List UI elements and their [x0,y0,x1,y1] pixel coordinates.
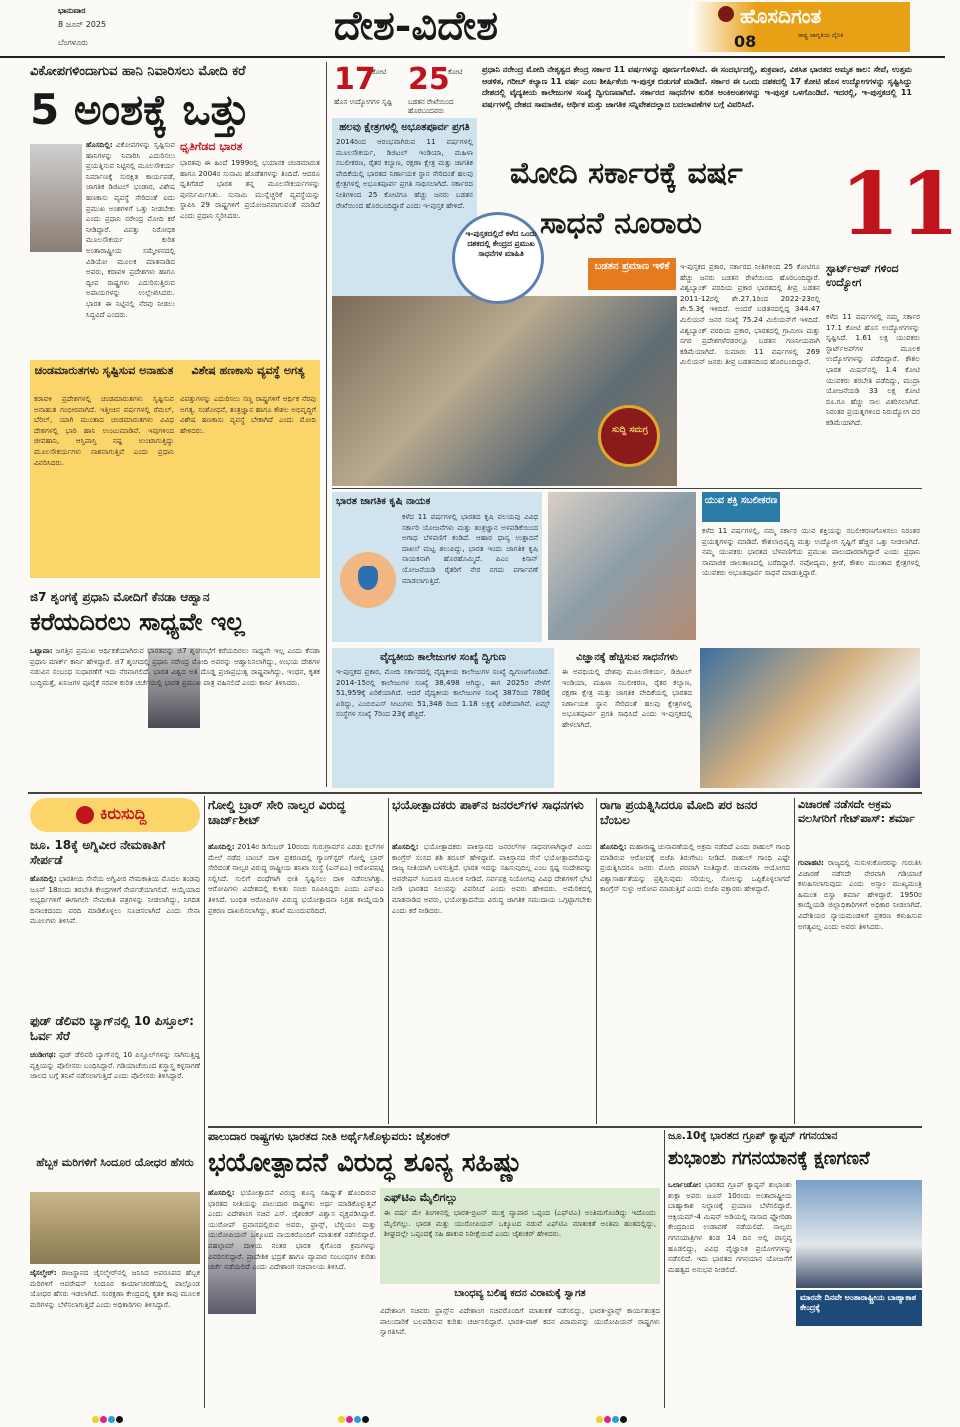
briefs-header [30,798,200,832]
fta-body: ಈ ವರ್ಷ ಮೇ ತಿಂಗಳಿನಲ್ಲಿ ಭಾರತ-ಬ್ರಿಟನ್ ಮುಕ್ತ ವ್ಯಾಪಾರ ಒಪ್ಪಂದ (ಎಫ್‌ಟಿಎ) ಅಂತಿಮಗೊಂಡಿದ್ದು ಇದೊಂದು ಮೈಲಿಗಲ್ಲು. ಭಾರತ ಮತ್ತು ಯುರೋಪಿಯನ್ ಒಕ್ಕೂಟದ ನಡುವೆ ಎಫ್‌ಟಿಎ ಮಾತುಕತೆ ಅಂತಿಮ ಹಂತದಲ್ಲಿದ್ದು, ಶೀಘ್ರದಲ್ಲೇ ಒಪ್ಪಂದಕ್ಕೆ ಸಹಿ ಹಾಕುವ ನಿರೀಕ್ಷೆಯಿದೆ ಎಂದು ಜೈಶಂಕರ್ ಹೇಳಿದರು. [384,1208,656,1239]
eleven-number: 11 [840,154,960,255]
masthead-city: ಬೆಂಗಳೂರು [58,38,88,47]
brief3-body [30,1268,200,1400]
poverty-title: ಬಡತನ ಪ್ರಮಾಣ ಇಳಿಕೆ [588,258,676,290]
stat-b-unit: ಕೋಟಿ [448,68,463,76]
cyclone-box [30,360,320,578]
assam-body [798,858,922,1122]
pak-title: ಭಯೋತ್ಪಾದಕರು ಪಾಕ್‌ನ ಜನರಲ್‌ಗಳ ಸಾಧನಗಳು [392,798,584,812]
officials-photo [700,648,920,788]
brief3-dateline: ಜೈಸಲ್ಮೇರ್: [30,1268,57,1277]
youth-body: ಕಳೆದ 11 ವರ್ಷಗಳಲ್ಲಿ, ನಮ್ಮ ಸರ್ಕಾರ ಯುವ ಶಕ್ತಿಯನ್ನು ಸಬಲೀಕರಣಗೊಳಿಸಲು ನಿರಂತರ ಪ್ರಯತ್ನಗಳನ್ನು ಮಾಡಿದೆ. ಕೌಶಲಾಭಿವೃದ್ಧಿ ಮತ್ತು ಉದ್ಯೋಗ ಸೃಷ್ಟಿಗೆ ಹೆಚ್ಚಿನ ಒತ್ತು ನೀಡಲಾಗಿದೆ. ನಮ್ಮ ಯುವಕರು ಭಾರತದ ಬೆಳವಣಿಗೆಯ ಪ್ರಮುಖ ಪಾಲುದಾರರಾಗಿದ್ದಾರೆ ಎಂದು ಪ್ರಧಾನಿ ಸಾಮಾಜಿಕ ಜಾಲತಾಣದಲ್ಲಿ ಬರೆದಿದ್ದಾರೆ. ನವೋದ್ಯಮ, ಕ್ರೀಡೆ, ಕೌಶಲ ಮುಂತಾದ ಕ್ಷೇತ್ರಗಳಲ್ಲಿ ಯುವಕರು ಅಭೂತಪೂರ್ವ ಸಾಧನೆ ಮಾಡುತ್ತಿದ್ದಾರೆ. [702,526,920,578]
lead-intro: ಪ್ರಧಾನಿ ನರೇಂದ್ರ ಮೋದಿ ನೇತೃತ್ವದ ಕೇಂದ್ರ ಸರ್ಕಾರ 11 ವರ್ಷಗಳನ್ನು ಪೂರ್ಣಗೊಳಿಸಿದೆ. ಈ ಸಂದರ್ಭದಲ್ಲಿ, ಶುಕ್ರವಾರ, ವಿಕಸಿತ ಭಾರತದ ಅಮೃತ ಕಾಲ: ಸೇವೆ, ಉತ್ತಮ ಆಡಳಿತ, ಗರೀಬ್ ಕಲ್ಯಾಣ 11 ವರ್ಷ ಎಂಬ ಶೀರ್ಷಿಕೆಯ ಇ-ಪುಸ್ತಕ ಬಿಡುಗಡೆ ಮಾಡಿದೆ. ಸರ್ಕಾರ ಈ ಒಂದು ದಶಕದಲ್ಲಿ 17 ಕೋಟಿ ಹೊಸ ಉದ್ಯೋಗಗಳನ್ನು ಸೃಷ್ಟಿಸಿದ್ದು ದೇಶದಲ್ಲಿ ವೈದ್ಯಕೀಯ ಕಾಲೇಜುಗಳ ಸಂಖ್ಯೆ ದ್ವಿಗುಣವಾಗಿದೆ. ಸರ್ಕಾರದ ಸಾಧನೆಗಳ ಕುರಿತ ಅಂಕಿಅಂಶಗಳನ್ನು ಇ-ಪುಸ್ತಕ ಒಳಗೊಂಡಿದೆ. ಇದರಲ್ಲಿ, ಇ-ಪುಸ್ತಕದಲ್ಲಿ 11 ವರ್ಷಗಳಲ್ಲಿ ದೇಶದ ಸಾಮಾಜಿಕ, ಆರ್ಥಿಕ ಮತ್ತು ಜಾಗತಿಕ ಸನ್ನಿವೇಶದಲ್ಲಾದ ಬದಲಾವಣೆಗಳ ಬಗ್ಗೆ ವಿವರಿಸಿದೆ. [482,65,912,109]
startup-body: ಕಳೆದ 11 ವರ್ಷಗಳಲ್ಲಿ ನಮ್ಮ ಸರ್ಕಾರ 17.1 ಕೋಟಿ ಹೊಸ ಉದ್ಯೋಗಗಳನ್ನು ಸೃಷ್ಟಿಸಿದೆ. 1.61 ಲಕ್ಷ ಯುವಕರು ಸ್ಟಾರ್ಟ್‌ಅಪ್‌ಗಳ ಮೂಲಕ ಉದ್ಯೋಗಗಳನ್ನು ಪಡೆದಿದ್ದಾರೆ. ಕೌಶಲ ಭಾರತ ಮಿಷನ್‌ನಲ್ಲಿ 1.4 ಕೋಟಿ ಯುವಕರು ತರಬೇತಿ ಪಡೆದಿದ್ದು, ಮುದ್ರಾ ಯೋಜನೆಯಡಿ 33 ಲಕ್ಷ ಕೋಟಿ ರೂ.ಗೂ ಹೆಚ್ಚು ಸಾಲ ವಿತರಿಸಲಾಗಿದೆ. ನಿರಂತರ ಪ್ರಯತ್ನಗಳಿಂದ ನಿರುದ್ಯೋಗ ದರ ಕಡಿಮೆಯಾಗಿದೆ. [826,312,920,427]
sidebar-title: ಧೃತಿಗೆಡದ ಭಾರತ [180,140,243,153]
fta-title: ಎಫ್‌ಟಿಎ ಮೈಲಿಗಲ್ಲು [384,1191,458,1204]
medical-box [332,648,554,788]
stat-a-label: ಹೊಸ ಉದ್ಯೋಗಗಳ ಸೃಷ್ಟಿ [334,98,393,106]
masthead [0,0,945,58]
story1-headline: 5 ಅಂಶಕ್ಕೆ ಒತ್ತು [30,85,250,134]
hands-map-icon [340,552,396,608]
youth-title: ಯುವ ಶಕ್ತಿ ಸಬಲೀಕರಣ [702,492,780,522]
shukla-headline: ಶುಭಾಂಶು ಗಗನಯಾನಕ್ಕೆ ಕ್ಷಣಗಣನೆ [668,1148,870,1169]
jaishankar-dateline: ಹೊಸದಿಲ್ಲಿ: [208,1188,235,1197]
jaishankar-body [208,1188,376,1410]
brief1-title: ಜೂ. 18ಕ್ಕೆ ಅಗ್ನಿವೀರ ನೇಮಕಾತಿಗೆ ಸೇರ್ಪಡೆ [30,838,166,867]
workers-photo [548,492,696,640]
shukla-photo [796,1180,922,1288]
rahul-dateline: ಹೊಸದಿಲ್ಲಿ: [600,842,627,851]
poverty-body: ಇ-ಪುಸ್ತಕದ ಪ್ರಕಾರ, ಸರ್ಕಾರದ ನೀತಿಗಳಿಂದ 25 ಕೋಟಿಗೂ ಹೆಚ್ಚು ಜನರು ಬಡತನ ರೇಖೆಯಿಂದ ಹೊರಬಂದಿದ್ದಾರೆ. ವಿಶ್ವಬ್ಯಾಂಕ್ ವರದಿಯ ಪ್ರಕಾರ ಭಾರತದಲ್ಲಿ ತೀವ್ರ ಬಡತನ 2011-12ರಲ್ಲಿ ಶೇ.27.1ರಿಂದ 2022-23ರಲ್ಲಿ ಶೇ.5.3ಕ್ಕೆ ಇಳಿದಿದೆ. ಅಂದರೆ ಬಡತನದಲ್ಲಿದ್ದ 344.47 ಮಿಲಿಯನ್ ಜನರ ಸಂಖ್ಯೆ 75.24 ಮಿಲಿಯನ್‌ಗೆ ಇಳಿದಿದೆ. ವಿಶ್ವಬ್ಯಾಂಕ್ ವರದಿಯ ಪ್ರಕಾರ, ಭಾರತದಲ್ಲಿ ಗ್ರಾಮೀಣ ಮತ್ತು ನಗರ ಪ್ರದೇಶಗಳೆರಡರಲ್ಲೂ ಬಡತನ ಗಣನೀಯವಾಗಿ ಕಡಿಮೆಯಾಗಿದೆ. ಸುಮಾರು 11 ವರ್ಷಗಳಲ್ಲಿ 269 ಮಿಲಿಯನ್ ಜನರು ತೀವ್ರ ಬಡತನದಿಂದ ಹೊರಬಂದಿದ್ದಾರೆ. [680,262,820,367]
registration-dots-right [596,1408,656,1417]
shukla-caption: ಮಾರನೇ ದಿನವೇ ಅಂತಾರಾಷ್ಟ್ರೀಯ ಬಾಹ್ಯಾಕಾಶ ಕೇಂದ್ರಕ್ಕೆ [796,1290,922,1326]
goldy-text: 2014ರ ಡಿಸೆಂಬರ್ 10ರಂದು ಗುರುಗ್ರಾಮ್‌ನ ಎರಡು ಕ್ಲಬ್‌ಗಳ ಮೇಲೆ ನಡೆದ ಬಾಂಬ್ ದಾಳಿ ಪ್ರಕರಣದಲ್ಲಿ ಗ್ಯಾಂಗ್‌ಸ್ಟರ್ ಗೋಲ್ಡಿ ಬ್ರಾರ್ ಸೇರಿದಂತೆ ನಾಲ್ವರ ವಿರುದ್ಧ ರಾಷ್ಟ್ರೀಯ ತನಿಖಾ ಸಂಸ್ಥೆ (ಎನ್‌ಐಎ) ಆರೋಪಪಟ್ಟಿ ಸಲ್ಲಿಸಿದೆ. ಸುಲಿಗೆ ದಂಧೆಗಾಗಿ ಭೀತಿ ಸೃಷ್ಟಿಸಲು ದಾಳಿ ನಡೆಸಲಾಗಿತ್ತು. ಆರೋಪಿಗಳು ವಿದೇಶದಲ್ಲಿ ಕುಳಿತು ಸಂಚು ರೂಪಿಸಿದ್ದರು ಎಂದು ಎನ್‌ಐಎ ತಿಳಿಸಿದೆ. ಬಂಧಿತ ಆರೋಪಿಗಳ ವಿರುದ್ಧ ಭಯೋತ್ಪಾದನಾ ನಿಗ್ರಹ ಕಾಯ್ದೆಯಡಿ ಪ್ರಕರಣ ದಾಖಲಿಸಲಾಗಿದ್ದು, ತನಿಖೆ ಮುಂದುವರಿದಿದೆ. [208,842,384,915]
cyclone-body: ಕರಾವಳಿ ಪ್ರದೇಶಗಳಲ್ಲಿ ಚಂಡಮಾರುತಗಳು ಸೃಷ್ಟಿಸುವ ಅನಾಹುತ ಗಂಭೀರವಾಗಿದೆ. ಇತ್ತೀಚಿನ ವರ್ಷಗಳಲ್ಲಿ ರೆಮಲ್, ಬೆರಿಲ್, ಯಾಗಿ ಮುಂತಾದ ಚಂಡಮಾರುತಗಳು ವಿವಿಧ ದೇಶಗಳಲ್ಲಿ ಭಾರಿ ಹಾನಿ ಉಂಟುಮಾಡಿವೆ. ಇವುಗಳಿಂದ ಜೀವಹಾನಿ, ಆಸ್ತಿಪಾಸ್ತಿ ನಷ್ಟ ಉಂಟಾಗುತ್ತಿದ್ದು ಮೂಲಸೌಕರ್ಯಗಳು ನಾಶವಾಗುತ್ತಿವೆ ಎಂದು ಪ್ರಧಾನಿ ವಿವರಿಸಿದರು. [34,394,174,467]
goldy-body [208,842,384,1122]
stat-b-number: 25 [408,62,450,97]
bond-body: ವಿದೇಶಾಂಗ ಸಚಿವರು ಫ್ರಾನ್ಸ್‌ನ ವಿದೇಶಾಂಗ ಸಚಿವರೊಂದಿಗೆ ಮಾತುಕತೆ ನಡೆಸಲಿದ್ದು, ಭಾರತ-ಫ್ರಾನ್ಸ್ ಕಾರ್ಯತಂತ್ರದ ಪಾಲುದಾರಿಕೆ ಬಲಪಡಿಸುವ ಕುರಿತು ಚರ್ಚಿಸಲಿದ್ದಾರೆ. ಭಾರತ-ಪಾಕ್ ಕದನ ವಿರಾಮವನ್ನು ಯುರೋಪಿಯನ್ ರಾಷ್ಟ್ರಗಳು ಸ್ವಾಗತಿಸಿವೆ. [380,1306,660,1337]
lead-headline-line1: ಮೋದಿ ಸರ್ಕಾರಕ್ಕೆ ವರ್ಷ [510,156,743,191]
finance-title: ವಿಶೇಷ ಹಣಕಾಸು ವ್ಯವಸ್ಥೆ ಅಗತ್ಯ [191,364,305,377]
science-body: ಈ ಅವಧಿಯಲ್ಲಿ ದೇಶವು ಮೂಲಸೌಕರ್ಯ, ಡಿಜಿಟಲ್ ಇಂಡಿಯಾ, ಮಹಿಳಾ ಸಬಲೀಕರಣ, ರೈತರ ಕಲ್ಯಾಣ, ರಕ್ಷಣಾ ಕ್ಷೇತ್ರ ಮತ್ತು ಜಾಗತಿಕ ವೇದಿಕೆಯಲ್ಲಿ ಭಾರತದ ನಿರ್ಣಾಯಕ ಸ್ಥಾನ ಸೇರಿದಂತೆ ಹಲವು ಕ್ಷೇತ್ರಗಳಲ್ಲಿ ಅಭೂತಪೂರ್ವ ಪ್ರಗತಿ ಸಾಧಿಸಿದೆ ಎಂದು ಇ-ಪುಸ್ತಕದಲ್ಲಿ ಹೇಳಲಾಗಿದೆ. [562,667,692,729]
progress-body: 2014ರಿಂದ ಆರಂಭವಾಗಿರುವ 11 ವರ್ಷಗಳಲ್ಲಿ ಮೂಲಸೌಕರ್ಯ, ಡಿಜಿಟಲ್ ಇಂಡಿಯಾ, ಮಹಿಳಾ ಸಬಲೀಕರಣ, ರೈತರ ಕಲ್ಯಾಣ, ರಕ್ಷಣಾ ಕ್ಷೇತ್ರ ಮತ್ತು ಜಾಗತಿಕ ವೇದಿಕೆಯಲ್ಲಿ ಭಾರತದ ನಿರ್ಣಾಯಕ ಸ್ಥಾನ ಸೇರಿದಂತೆ ಹಲವು ಕ್ಷೇತ್ರಗಳಲ್ಲಿ ಅಭೂತಪೂರ್ವ ಪ್ರಗತಿ ಸಾಧಿಸಲಾಗಿದೆ. ಸರ್ಕಾರದ ನೀತಿಗಳಿಂದ 25 ಕೋಟಿಗೂ ಹೆಚ್ಚು ಜನರು ಬಡತನ ರೇಖೆಯಿಂದ ಹೊರಬಂದಿದ್ದಾರೆ ಎಂದು ಇ-ಪುಸ್ತಕ ಹೇಳಿದೆ. [336,137,473,210]
stat-a-unit: ಕೋಟಿ [372,68,387,76]
shukla-dateline: ಒರ್ಲಾಂಡೋ: [668,1180,702,1189]
masthead-date: 8 ಜೂನ್ 2025 [58,20,107,29]
shukla-text: ಭಾರತದ ಗ್ರೂಪ್ ಕ್ಯಾಪ್ಟನ್ ಶುಭಾಂಶು ಶುಕ್ಲಾ ಅವರು ಜೂನ್ 10ರಂದು ಅಂತಾರಾಷ್ಟ್ರೀಯ ಬಾಹ್ಯಾಕಾಶ ನಿಲ್ದಾಣಕ್ಕೆ ಪ್ರಯಾಣ ಬೆಳೆಸಲಿದ್ದಾರೆ. ಆಕ್ಸಿಯಮ್-4 ಮಿಷನ್ ಅಡಿಯಲ್ಲಿ ನಾಸಾದ ಫ್ಲೋರಿಡಾ ಕೇಂದ್ರದಿಂದ ಉಡಾವಣೆ ನಡೆಯಲಿದೆ. ನಾಲ್ವರು ಗಗನಯಾತ್ರಿಗಳ ತಂಡ 14 ದಿನ ಅಲ್ಲಿ ವಾಸ್ತವ್ಯ ಹೂಡಲಿದ್ದು, ವಿವಿಧ ವೈಜ್ಞಾನಿಕ ಪ್ರಯೋಗಗಳನ್ನು ನಡೆಸಲಿದೆ. ಇದು ಭಾರತದ ಗಗನಯಾನ ಯೋಜನೆಗೆ ಮಹತ್ವದ ಅನುಭವ ನೀಡಲಿದೆ. [668,1180,792,1274]
brief1-dateline: ಹೊಸದಿಲ್ಲಿ: [30,874,57,883]
assam-dateline: ಗುವಾಹಟಿ: [798,858,824,867]
masthead-day: ಭಾನುವಾರ [58,6,86,15]
brief2-text: ಫುಡ್ ಡೆಲಿವರಿ ಬ್ಯಾಗ್‌ನಲ್ಲಿ 10 ಪಿಸ್ತೂಲ್‌ಗಳನ್ನು ಸಾಗಿಸುತ್ತಿದ್ದ ವ್ಯಕ್ತಿಯನ್ನು ಪೊಲೀಸರು ಬಂಧಿಸಿದ್ದಾರೆ. ಗಡಿಯಾಚೆಯಿಂದ ಶಸ್ತ್ರಾಸ್ತ್ರ ಕಳ್ಳಸಾಗಣೆ ಜಾಲದ ಬಗ್ಗೆ ತನಿಖೆ ನಡೆಸಲಾಗುತ್ತಿದೆ ಎಂದು ಪೊಲೀಸರು ತಿಳಿಸಿದ್ದಾರೆ. [30,1050,200,1081]
registration-dots-center [338,1408,398,1417]
section-title: ದೇಶ-ವಿದೇಶ [333,2,499,49]
summary-stamp-text: ಸುದ್ದಿ ಸಮಗ್ರ [612,425,648,435]
brief2-dateline: ಚಂಡೀಗಢ: [30,1050,57,1059]
science-box [558,648,696,788]
story1-sidebar [180,140,320,355]
story1-dateline: ಹೊಸದಿಲ್ಲಿ: [86,140,113,149]
ebook-badge [452,212,544,304]
summary-stamp [598,405,660,467]
sidebar-body: ಭಾರತವು ಈ ಹಿಂದೆ 1999ರಲ್ಲಿ ಭಯಾನಕ ಚಂಡಮಾರುತ ಹಾಗೂ 2004ರ ಸುನಾಮಿ ಹೊಡೆತಗಳನ್ನು ತಿಂದಿದೆ. ಆದರೂ ಧೃತಿಗೆಡದೆ ಭಾರತ ತನ್ನ ಮೂಲಸೌಕರ್ಯಗಳನ್ನು ಪುನರ್ನಿರ್ಮಿಸಿತು. ಸುನಾಮಿ ಮುನ್ನೆಚ್ಚರಿಕೆ ವ್ಯವಸ್ಥೆಯನ್ನು ಸ್ಥಾಪಿಸಿ 29 ರಾಷ್ಟ್ರಗಳಿಗೆ ಪ್ರಯೋಜನವಾಗುವಂತೆ ಮಾಡಿದೆ ಎಂದು ಪ್ರಧಾನಿ ಸ್ಮರಿಸಿದರು. [180,158,320,220]
brief1-body [30,874,200,1010]
brief3-title: ಹೆಬ್ಬಕ ಮರಿಗಳಿಗೆ ಸಿಂದೂರ ಯೋಧರ ಹೆಸರು [36,1156,194,1169]
story2-headline: ಕರೆಯದಿರಲು ಸಾಧ್ಯವೇ ಇಲ್ಲ [30,608,245,636]
story2-body [30,646,320,786]
story2-kicker: ಜಿ7 ಶೃಂಗಕ್ಕೆ ಪ್ರಧಾನಿ ಮೋದಿಗೆ ಕೆನಡಾ ಆಹ್ವಾನ [30,590,210,604]
pak-body [392,842,592,1122]
brief2-title: ಫುಡ್ ಡೆಲಿವರಿ ಬ್ಯಾಗ್‌ನಲ್ಲಿ 10 ಪಿಸ್ತೂಲ್: ಓರ್ವ ಸೆರೆ [30,1014,194,1043]
paper-tagline: ರಾಷ್ಟ್ರ ಜಾಗೃತಿಯ ದೈನಿಕ [798,32,844,39]
rahul-text: ಮಹಾರಾಷ್ಟ್ರ ಚುನಾವಣೆಯಲ್ಲಿ ಅಕ್ರಮ ನಡೆದಿದೆ ಎಂದು ರಾಹುಲ್ ಗಾಂಧಿ ಮಾಡಿರುವ ಆರೋಪಕ್ಕೆ ಬಿಜೆಪಿ ತಿರುಗೇಟು ನೀಡಿದೆ. ರಾಹುಲ್ ಗಾಂಧಿ ಎಷ್ಟೇ ಪ್ರಯತ್ನಿಸಿದರೂ ಜನರು ಮೋದಿ ಪರವಾಗಿ ನಿಂತಿದ್ದಾರೆ. ಚುನಾವಣಾ ಆಯೋಗದ ವಿಶ್ವಾಸಾರ್ಹತೆಯನ್ನು ಪ್ರಶ್ನಿಸುವುದು ಸರಿಯಲ್ಲ. ಸೋಲನ್ನು ಒಪ್ಪಿಕೊಳ್ಳಲಾಗದೆ ಕಾಂಗ್ರೆಸ್ ಸುಳ್ಳು ಆರೋಪ ಮಾಡುತ್ತಿದೆ ಎಂದು ಬಿಜೆಪಿ ವಕ್ತಾರರು ಹೇಳಿದ್ದಾರೆ. [600,842,790,894]
registration-dots-left [92,1408,152,1417]
agri-box [332,492,542,642]
rahul-title: ರಾಗಾ ಪ್ರಯತ್ನಿಸಿದರೂ ಮೋದಿ ಪರ ಜನರ ಬೆಂಬಲ [600,798,758,827]
goldy-dateline: ಹೊಸದಿಲ್ಲಿ: [208,842,235,851]
stat-b-label: ಬಡತನ ರೇಖೆಯಿಂದ ಹೊರಬಂದವರು [408,98,454,115]
pak-text: ಭಯೋತ್ಪಾದಕರು ಪಾಕಿಸ್ತಾನದ ಜನರಲ್‌ಗಳ ಸಾಧನಗಳಾಗಿದ್ದಾರೆ ಎಂದು ಕಾಂಗ್ರೆಸ್ ಸಂಸದ ಶಶಿ ತರೂರ್ ಹೇಳಿದ್ದಾರೆ. ಪಾಕಿಸ್ತಾನದ ಸೇನೆ ಭಯೋತ್ಪಾದನೆಯನ್ನು ರಾಜ್ಯ ನೀತಿಯಾಗಿ ಬಳಸುತ್ತಿದೆ. ಭಾರತ ಇದನ್ನು ಸಹಿಸುವುದಿಲ್ಲ ಎಂಬ ಸ್ಪಷ್ಟ ಸಂದೇಶವನ್ನು ಆಪರೇಷನ್ ಸಿಂದೂರ ಮೂಲಕ ನೀಡಿದೆ. ಸರ್ವಪಕ್ಷ ನಿಯೋಗವು ವಿವಿಧ ದೇಶಗಳಿಗೆ ಭೇಟಿ ನೀಡಿ ಭಾರತದ ನಿಲುವನ್ನು ವಿವರಿಸಿದೆ ಎಂದು ಅವರು ಹೇಳಿದರು. ಅಮೆರಿಕದಲ್ಲಿ ಮಾತನಾಡಿದ ಅವರು, ಭಯೋತ್ಪಾದನೆಯ ವಿರುದ್ಧ ಜಾಗತಿಕ ಸಮುದಾಯ ಒಗ್ಗಟ್ಟಾಗಬೇಕು ಎಂದು ಕರೆ ನೀಡಿದರು. [392,842,592,915]
lead-headline-line2: ಸಾಧನೆ ನೂರಾರು [540,206,702,241]
hand-icon [76,806,94,824]
shukla-body [668,1180,792,1408]
story1-body [30,140,175,358]
agri-title: ಭಾರತ ಜಾಗತಿಕ ಕೃಷಿ ನಾಯಕ [336,496,431,507]
lamp-icon [718,6,734,22]
bustard-photo [30,1192,200,1264]
bond-title: ಬಾಂಧವ್ಯ ಬಲಿಷ್ಠ ಕದನ ವಿರಾಮಕ್ಕೆ ಸ್ವಾಗತ [454,1288,586,1299]
story2-text: ಜಗತ್ತಿನ ಪ್ರಮುಖ ಆರ್ಥಿಕತೆಯಾಗಿರುವ ಭಾರತವನ್ನು ಜಿ7 ಶೃಂಗಸಭೆಗೆ ಕರೆಯದಿರಲು ಸಾಧ್ಯವೇ ಇಲ್ಲ ಎಂದು ಕೆನಡಾ ಪ್ರಧಾನಿ ಮಾರ್ಕ್ ಕಾರ್ನಿ ಹೇಳಿದ್ದಾರೆ. ಜಿ7 ಶೃಂಗದಲ್ಲಿ ಪ್ರಧಾನಿ ನರೇಂದ್ರ ಮೋದಿ ಅವರನ್ನು ಆಹ್ವಾನಿಸಲಾಗಿದ್ದು, ಉಭಯ ದೇಶಗಳ ನಡುವಿನ ಸಂಬಂಧ ಸುಧಾರಣೆಗೆ ಇದು ನೆರವಾಗಲಿದೆ. ಭಾರತ ವಿಶ್ವದ ಅತಿ ದೊಡ್ಡ ಪ್ರಜಾಪ್ರಭುತ್ವ ರಾಷ್ಟ್ರವಾಗಿದ್ದು, ಇಂಧನ, ಕೃತಕ ಬುದ್ಧಿಮತ್ತೆ, ಖನಿಜಗಳ ಪೂರೈಕೆ ಸರಪಳಿ ಕುರಿತ ಚರ್ಚೆಯಲ್ಲಿ ಭಾರತ ಪ್ರಮುಖ ಪಾತ್ರ ವಹಿಸಲಿದೆ ಎಂದು ಕಾರ್ನಿ ತಿಳಿಸಿದರು. [30,646,320,687]
rahul-body [600,842,790,1122]
story2-dateline: ಒಟ್ಟಾವಾ: [30,646,53,655]
startup-title: ಸ್ಟಾರ್ಟ್‌ಅಪ್ ಗಳಿಂದ ಉದ್ಯೋಗ [826,262,899,289]
paper-logo [690,2,910,52]
stats-block [332,62,477,116]
shukla-kicker: ಜೂ.10ಕ್ಕೆ ಭಾರತದ ಗ್ರೂಪ್ ಕ್ಯಾಪ್ಟನ್ ಗಗನಯಾನ [668,1130,838,1142]
page-number: 08 [734,32,757,51]
agri-body: ಕಳೆದ 11 ವರ್ಷಗಳಲ್ಲಿ ಭಾರತದ ಕೃಷಿ ವಲಯವು ವಿವಿಧ ಸರ್ಕಾರಿ ಯೋಜನೆಗಳು ಮತ್ತು ತಂತ್ರಜ್ಞಾನ ಅಳವಡಿಕೆಯಿಂದ ಅಗಾಧ ಬೆಳವಣಿಗೆ ಕಂಡಿದೆ. ಆಹಾರ ಧಾನ್ಯ ಉತ್ಪಾದನೆ ದಾಖಲೆ ಮಟ್ಟ ತಲುಪಿದ್ದು, ಭಾರತ ಇಂದು ಜಾಗತಿಕ ಕೃಷಿ ನಾಯಕನಾಗಿ ಹೊರಹೊಮ್ಮಿದೆ. ಪಿಎಂ ಕಿಸಾನ್ ಯೋಜನೆಯಡಿ ರೈತರಿಗೆ ನೇರ ನಗದು ವರ್ಗಾವಣೆ ಮಾಡಲಾಗುತ್ತಿದೆ. [402,512,538,585]
stat-a-number: 17 [334,62,376,97]
jaishankar-headline: ಭಯೋತ್ಪಾದನೆ ವಿರುದ್ಧ ಶೂನ್ಯ ಸಹಿಷ್ಣು [208,1148,523,1178]
ebook-badge-text: ಇ-ಪುಸ್ತಕದಲ್ಲಿದೆ ಕಳೆದ ಒಂದು ದಶಕದಲ್ಲಿ ಕೇಂದ್ರದ ಪ್ರಮುಖ ಸಾಧನೆಗಳ ಮಾಹಿತಿ [465,229,537,258]
goldy-title: ಗೋಲ್ಡಿ ಬ್ರಾರ್ ಸೇರಿ ನಾಲ್ವರ ವಿರುದ್ಧ ಚಾರ್ಜ್‌ಶೀಟ್ [208,798,346,827]
brief1-text: ಭಾರತೀಯ ಸೇನೆಯ ಅಗ್ನಿವೀರ ನೇಮಕಾತಿಯ ಮೊದಲ ತಂಡವು ಜೂನ್ 18ರಂದು ತರಬೇತಿ ಕೇಂದ್ರಗಳಿಗೆ ಸೇರ್ಪಡೆಯಾಗಲಿದೆ. ಆಯ್ಕೆಯಾದ ಅಭ್ಯರ್ಥಿಗಳಿಗೆ ಈಗಾಗಲೇ ನೇಮಕಾತಿ ಪತ್ರಗಳನ್ನು ನೀಡಲಾಗಿದ್ದು, ನಿಗದಿತ ದಿನಾಂಕದಂದು ವರದಿ ಮಾಡಿಕೊಳ್ಳಲು ಸೂಚಿಸಲಾಗಿದೆ ಎಂದು ಸೇನಾ ಮೂಲಗಳು ತಿಳಿಸಿವೆ. [30,874,200,926]
assam-text: ರಾಜ್ಯದಲ್ಲಿ ನುಸುಳುಕೋರರನ್ನು ಗುರುತಿಸಿ ವಿಚಾರಣೆ ನಡೆಸದೇ ನೇರವಾಗಿ ಗಡಿಯಾಚೆ ಕಳುಹಿಸಲಾಗುವುದು ಎಂದು ಅಸ್ಸಾಂ ಮುಖ್ಯಮಂತ್ರಿ ಹಿಮಂತ ಬಿಸ್ವಾ ಶರ್ಮಾ ಹೇಳಿದ್ದಾರೆ. 1950ರ ಕಾಯ್ದೆಯಡಿ ಜಿಲ್ಲಾಧಿಕಾರಿಗಳಿಗೆ ಅಧಿಕಾರ ನೀಡಲಾಗಿದೆ. ವಿದೇಶಿಯರ ನ್ಯಾಯಮಂಡಳಿಗೆ ಪ್ರಕರಣ ಕಳುಹಿಸುವ ಅಗತ್ಯವಿಲ್ಲ ಎಂದು ಅವರು ತಿಳಿಸಿದರು. [798,858,922,931]
story1-text: ವಿಕೋಪಗಳನ್ನು ಸೃಷ್ಟಿಸುವ ಹಾನಿಗಳನ್ನು ನಿವಾರಿಸಿ ಎದುರಿಸಲು ಪ್ರಯತ್ನಿಸುವ ನಿಟ್ಟಿನಲ್ಲಿ ಮೂಲಸೌಕರ್ಯ ನಿರ್ಮಾಣಕ್ಕೆ ಸುರಕ್ಷಿತ ಕಾರ್ಯಪಡೆ, ಜಾಗತಿಕ ಡಿಜಿಟಲ್ ಭಂಡಾರ, ವಿಶೇಷ ಹಣಕಾಸು ವ್ಯವಸ್ಥೆ ಸೇರಿದಂತೆ ಐದು ಪ್ರಮುಖ ಅಂಶಗಳಿಗೆ ಒತ್ತು ನೀಡಬೇಕು ಎಂದು ಪ್ರಧಾನಿ ನರೇಂದ್ರ ಮೋದಿ ಕರೆ ನೀಡಿದ್ದಾರೆ. ವಿಪತ್ತು ನಿರೋಧಕ ಮೂಲಸೌಕರ್ಯ ಕುರಿತ ಅಂತಾರಾಷ್ಟ್ರೀಯ ಸಮ್ಮೇಳನದಲ್ಲಿ ವಿಡಿಯೋ ಮೂಲಕ ಮಾತನಾಡಿದ ಅವರು, ಕರಾವಳಿ ಪ್ರದೇಶಗಳು ಹಾಗೂ ದ್ವೀಪ ರಾಷ್ಟ್ರಗಳು ಎದುರಿಸುತ್ತಿರುವ ಅಪಾಯಗಳನ್ನು ಉಲ್ಲೇಖಿಸಿದರು. ಭಾರತ ಈ ನಿಟ್ಟಿನಲ್ಲಿ ನೆರವು ನೀಡಲು ಸಿದ್ಧವಿದೆ ಎಂದರು. [86,140,175,319]
jaishankar-kicker: ಪಾಲುದಾರ ರಾಷ್ಟ್ರಗಳು ಭಾರತದ ನೀತಿ ಅರ್ಥೈಸಿಕೊಳ್ಳುವರು: ಜೈಶಂಕರ್ [208,1130,451,1143]
brief3-text: ರಾಜಸ್ಥಾನದ ಜೈಸಲ್ಮೇರ್‌ನಲ್ಲಿ ಜನಿಸಿದ ಅಪರೂಪದ ಹೆಬ್ಬಕ ಮರಿಗಳಿಗೆ ಆಪರೇಷನ್ ಸಿಂದೂರ ಕಾರ್ಯಾಚರಣೆಯಲ್ಲಿ ಪಾಲ್ಗೊಂಡ ಯೋಧರ ಹೆಸರು ಇಡಲಾಗಿದೆ. ಸಂರಕ್ಷಣಾ ಕೇಂದ್ರದಲ್ಲಿ ಕೃತಕ ಕಾವು ಮೂಲಕ ಮರಿಗಳನ್ನು ಬೆಳೆಸಲಾಗುತ್ತಿದೆ ಎಂದು ಅಧಿಕಾರಿಗಳು ತಿಳಿಸಿದ್ದಾರೆ. [30,1268,200,1309]
paper-name: ಹೊಸದಿಗಂತ [740,4,822,28]
progress-title: ಹಲವು ಕ್ಷೇತ್ರಗಳಲ್ಲಿ ಅಭೂತಪೂರ್ವ ಪ್ರಗತಿ [339,122,470,133]
assam-title: ವಿಚಾರಣೆ ನಡೆಸದೇ ಅಕ್ರಮ ವಲಸಿಗರಿಗೆ ಗೇಟ್‌ಪಾಸ್: ಶರ್ಮಾ [798,798,915,825]
story1-kicker: ವಿಕೋಪಗಳಿಂದಾಗುವ ಹಾನಿ ನಿವಾರಿಸಲು ಮೋದಿ ಕರೆ [30,64,246,79]
briefs-header-text: ಕಿರುಸುದ್ದಿ [100,804,147,823]
medical-title: ವೈದ್ಯಕೀಯ ಕಾಲೇಜುಗಳ ಸಂಖ್ಯೆ ದ್ವಿಗುಣ [380,652,506,663]
jaishankar-text: ಭಯೋತ್ಪಾದನೆ ವಿರುದ್ಧ ಶೂನ್ಯ ಸಹಿಷ್ಣುತೆ ಹೊಂದಿರುವ ಭಾರತದ ನೀತಿಯನ್ನು ಪಾಲುದಾರ ರಾಷ್ಟ್ರಗಳು ಅರ್ಥ ಮಾಡಿಕೊಳ್ಳುತ್ತವೆ ಎಂದು ವಿದೇಶಾಂಗ ಸಚಿವ ಎಸ್. ಜೈಶಂಕರ್ ವಿಶ್ವಾಸ ವ್ಯಕ್ತಪಡಿಸಿದ್ದಾರೆ. ಯುರೋಪ್ ಪ್ರವಾಸದಲ್ಲಿರುವ ಅವರು, ಫ್ರಾನ್ಸ್, ಬೆಲ್ಜಿಯಂ ಮತ್ತು ಯುರೋಪಿಯನ್ ಒಕ್ಕೂಟದ ನಾಯಕರೊಂದಿಗೆ ಮಾತುಕತೆ ನಡೆಸಲಿದ್ದಾರೆ. ಪಹಲ್ಗಾಮ್ ದಾಳಿಯ ನಂತರ ಭಾರತ ಕೈಗೊಂಡ ಕ್ರಮಗಳನ್ನು ವಿವರಿಸಲಿದ್ದಾರೆ. ಪ್ರಾದೇಶಿಕ ಭದ್ರತೆ ಹಾಗೂ ವ್ಯಾಪಾರ ಸಂಬಂಧಗಳ ಕುರಿತು ಚರ್ಚೆ ನಡೆಯಲಿದೆ ಎಂದು ವಿದೇಶಾಂಗ ಸಚಿವಾಲಯ ತಿಳಿಸಿದೆ. [208,1188,376,1272]
science-title: ವಿಜ್ಞಾನಕ್ಕೆ ಹೆಚ್ಚಿಸುವ ಸಾಧನೆಗಳು [576,652,678,663]
medical-body: ಇ-ಪುಸ್ತಕದ ಪ್ರಕಾರ, ಮೋದಿ ಸರ್ಕಾರದಲ್ಲಿ ವೈದ್ಯಕೀಯ ಕಾಲೇಜುಗಳ ಸಂಖ್ಯೆ ದ್ವಿಗುಣಗೊಂಡಿದೆ. 2014-15ರಲ್ಲಿ ಕಾಲೇಜುಗಳ ಸಂಖ್ಯೆ 38,498 ಆಗಿದ್ದು, ಈಗ 2025ರ ವೇಳೆಗೆ 51,959ಕ್ಕೆ ಏರಿಕೆಯಾಗಿದೆ. ಆದರೆ ವೈದ್ಯಕೀಯ ಕಾಲೇಜುಗಳ ಸಂಖ್ಯೆ 387ರಿಂದ 780ಕ್ಕೆ ಏರಿದ್ದು, ಎಂಬಿಬಿಎಸ್ ಸೀಟುಗಳು 51,348 ರಿಂದ 1.18 ಲಕ್ಷಕ್ಕೆ ಏರಿಕೆಯಾಗಿವೆ. ಏಮ್ಸ್ ಸಂಸ್ಥೆಗಳ ಸಂಖ್ಯೆ 7ರಿಂದ 23ಕ್ಕೆ ಹೆಚ್ಚಿದೆ. [336,667,550,719]
cyclone-title: ಚಂಡಮಾರುತಗಳು ಸೃಷ್ಟಿಸುವ ಅನಾಹುತ [34,364,174,377]
brief2-body [30,1050,200,1154]
fta-box [380,1188,660,1284]
pak-dateline: ಹೊಸದಿಲ್ಲಿ: [392,842,419,851]
finance-body: ವಿಪತ್ತುಗಳನ್ನು ಎದುರಿಸಲು ಸಣ್ಣ ರಾಷ್ಟ್ರಗಳಿಗೆ ಆರ್ಥಿಕ ನೆರವು ಅಗತ್ಯ. ಸಂಶೋಧನೆ, ತಂತ್ರಜ್ಞಾನ ಹಾಗೂ ಕೌಶಲ ಅಭಿವೃದ್ಧಿಗೆ ವಿಶೇಷ ಹಣಕಾಸು ವ್ಯವಸ್ಥೆ ಬೇಕಾಗಿದೆ ಎಂದು ಮೋದಿ ಹೇಳಿದರು. [180,394,316,435]
